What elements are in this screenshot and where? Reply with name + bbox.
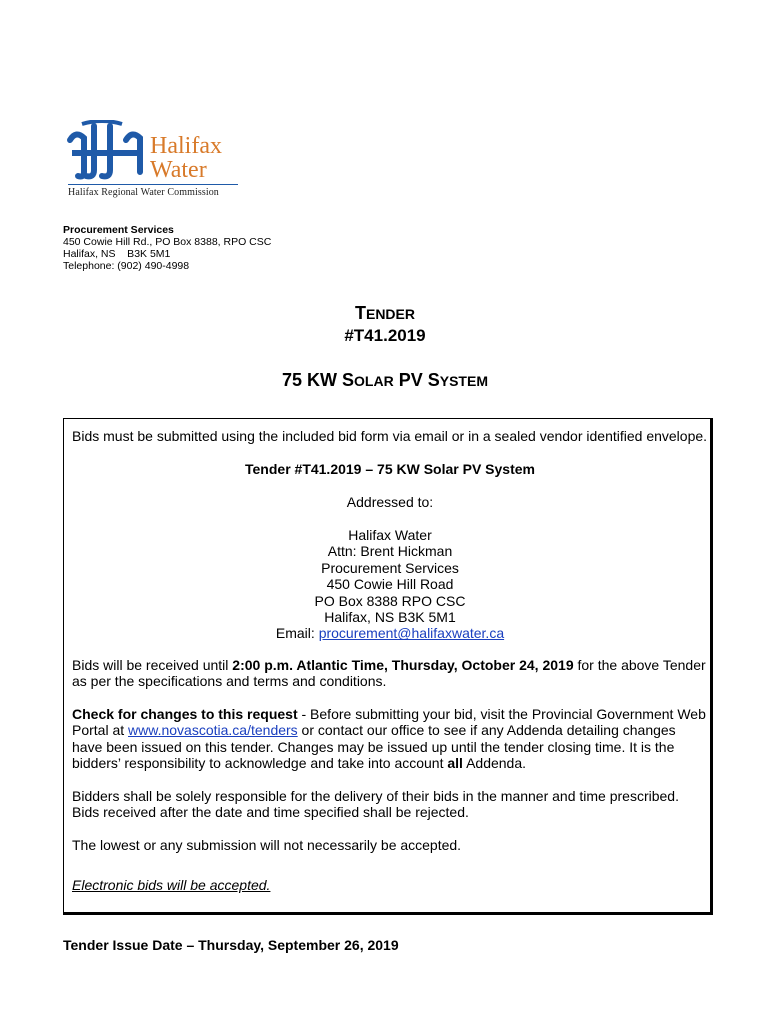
project-title-c: PV S — [393, 370, 440, 390]
contact-city: Halifax, NS B3K 5M1 — [63, 248, 171, 260]
tender-reference: Tender #T41.2019 – 75 KW Solar PV System — [245, 461, 535, 477]
check-changes-heading: Check for changes to this request — [72, 706, 298, 722]
logo-divider — [68, 184, 238, 185]
check-changes-text-c: or contact our office to see if any Addenda detailing changes have been issued on this tender. Changes may be issued up until the tender closing time. It is the bidders’ responsibility to acknowledge and take into account — [72, 722, 676, 772]
email-line — [72, 625, 708, 641]
logo-subtitle: Halifax Regional Water Commission — [68, 187, 219, 198]
tender-issue-date: Tender Issue Date – Thursday, September 26, 2019 — [63, 937, 399, 953]
intro-text: Bids must be submitted using the included bid form via email or in a sealed vendor identified envelope. — [72, 428, 708, 444]
received-paragraph — [72, 657, 708, 690]
project-title — [0, 370, 770, 391]
contact-phone: Telephone: (902) 490-4998 — [63, 260, 190, 272]
check-changes-text-e: Addenda. — [462, 755, 527, 772]
address-line: 450 Cowie Hill Road — [326, 576, 454, 593]
contact-address: 450 Cowie Hill Rd., PO Box 8388, RPO CSC — [63, 236, 272, 248]
responsibility-paragraph: Bidders shall be solely responsible for the delivery of their bids in the manner and time prescribed. Bids received after the date and time specified shall be rejected. — [72, 788, 679, 821]
tender-heading-rest: ENDER — [365, 306, 415, 322]
email-link[interactable]: procurement@halifaxwater.ca — [318, 625, 505, 642]
project-title-a: 75 KW S — [282, 370, 355, 390]
address-line: Halifax Water — [348, 527, 432, 543]
address-line: Halifax, NS B3K 5M1 — [324, 609, 456, 626]
halifax-water-logo — [62, 120, 242, 202]
tender-heading — [0, 303, 770, 324]
email-label: Email: — [275, 625, 319, 642]
logo-word-halifax: Halifax — [150, 133, 222, 159]
check-changes-all: all — [447, 755, 463, 772]
received-text-c: for the above Tender as per the specifications and terms and conditions. — [72, 657, 706, 690]
check-changes-text-b: - Before submitting your bid, visit the Provincial Government Web Portal at — [72, 706, 706, 739]
address-line: PO Box 8388 RPO CSC — [314, 592, 466, 609]
addressed-to-label: Addressed to: — [346, 494, 434, 510]
received-text-a: Bids will be received until — [72, 657, 233, 673]
mailing-address — [72, 527, 708, 642]
check-changes-paragraph — [72, 706, 708, 772]
logo-word-water: Water — [150, 157, 207, 183]
electronic-bids-note: Electronic bids will be accepted. — [72, 877, 271, 893]
address-line: Procurement Services — [321, 559, 459, 576]
contact-dept: Procurement Services — [63, 224, 174, 236]
tender-heading-first: T — [354, 303, 366, 323]
novascotia-tenders-link[interactable]: www.novascotia.ca/tenders — [128, 722, 298, 739]
tender-number: #T41.2019 — [344, 326, 426, 345]
project-title-d: YSTEM — [439, 373, 488, 389]
contact-block — [63, 224, 271, 272]
received-deadline: 2:00 p.m. Atlantic Time, Thursday, October 24, 2019 — [232, 657, 574, 673]
address-line: Attn: Brent Hickman — [327, 543, 453, 560]
project-title-b: OLAR — [354, 373, 394, 389]
hh-logo-mark-icon — [62, 120, 152, 182]
lowest-bid-paragraph: The lowest or any submission will not necessarily be accepted. — [72, 837, 462, 853]
